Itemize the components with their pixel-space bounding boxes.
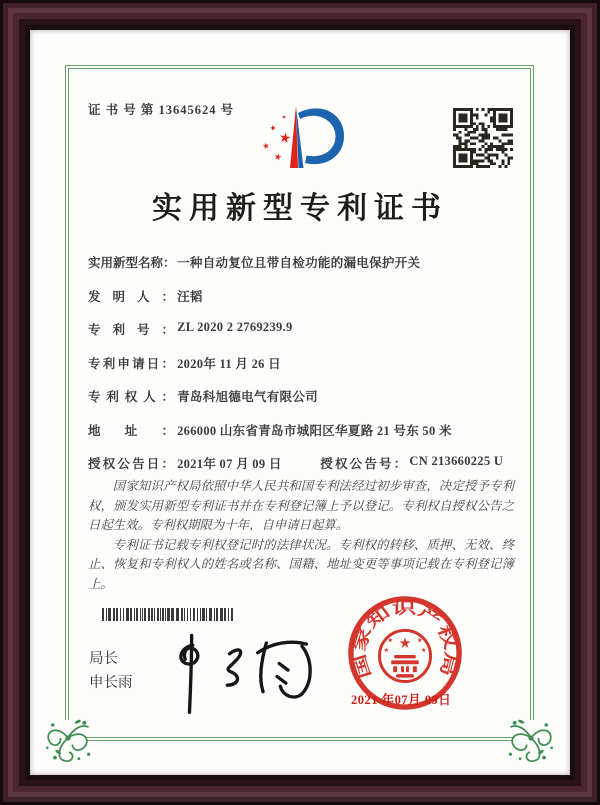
field-value: 汪韬 — [177, 289, 203, 304]
field-value: 一种自动复位且带自检功能的漏电保护开关 — [177, 256, 421, 270]
legal-text — [88, 477, 514, 595]
seal-date: 2021 年07月 09日 — [351, 693, 452, 707]
handwritten-signature — [158, 630, 340, 722]
field-row — [88, 454, 528, 474]
signatory-post: 局长 — [89, 651, 118, 667]
field-label: 授权公告日： — [88, 457, 174, 471]
field-label: 专利权人： — [88, 390, 174, 404]
field-value: 266000 山东省青岛市城阳区华夏路 21 号东 50 米 — [177, 423, 452, 438]
field-value: ZL 2020 2 2769239.9 — [177, 320, 293, 334]
field-row — [88, 320, 528, 340]
certificate-title: 实用新型专利证书 — [152, 192, 448, 225]
signatory-name: 申长雨 — [89, 675, 133, 691]
field-value: CN 213660225 U — [409, 454, 504, 468]
field-row — [88, 287, 528, 307]
legal-paragraph: 专利证书记载专利权登记时的法律状况。专利权的转移、质押、无效、终止、恢复和专利权人的姓名或名称、国籍、地址变更等事项记载在专利登记簿上。 — [88, 537, 514, 591]
field-value: 青岛科旭德电气有限公司 — [177, 390, 318, 404]
field-row — [88, 253, 528, 273]
field-label: 地址： — [88, 423, 174, 438]
cnipa-logo-icon — [240, 98, 360, 174]
signatory-block — [89, 647, 133, 695]
field-value: 2021年 07 月 09 日 — [177, 457, 282, 471]
svg-text:国家知识产权局: 国家知识产权局 — [350, 599, 460, 681]
field-label: 发明人： — [88, 289, 174, 304]
field-value: 2020年 11 月 26 日 — [177, 356, 281, 371]
legal-paragraph: 国家知识产权局依照中华人民共和国专利法经过初步审查，决定授予专利权，颁发实用新型专利证书并在专利登记簿上予以登记。专利权自授权公告之日起生效。专利权期限为十年，自申请日起算。 — [88, 479, 514, 533]
barcode — [102, 608, 242, 621]
field-row — [88, 354, 528, 374]
field-label: 授权公告号： — [320, 457, 407, 471]
qr-code — [453, 108, 513, 168]
field-label: 实用新型名称： — [88, 256, 176, 270]
field-label: 专利号： — [88, 323, 174, 337]
floral-ornament-icon — [43, 713, 93, 763]
certificate-paper — [30, 30, 570, 775]
certificate-number: 证 书 号 第 13645624 号 — [88, 103, 235, 117]
field-label: 专利申请日： — [88, 356, 174, 371]
field-list — [88, 253, 528, 488]
floral-ornament-icon — [506, 713, 556, 763]
field-row — [88, 387, 528, 407]
field-row — [88, 421, 528, 441]
